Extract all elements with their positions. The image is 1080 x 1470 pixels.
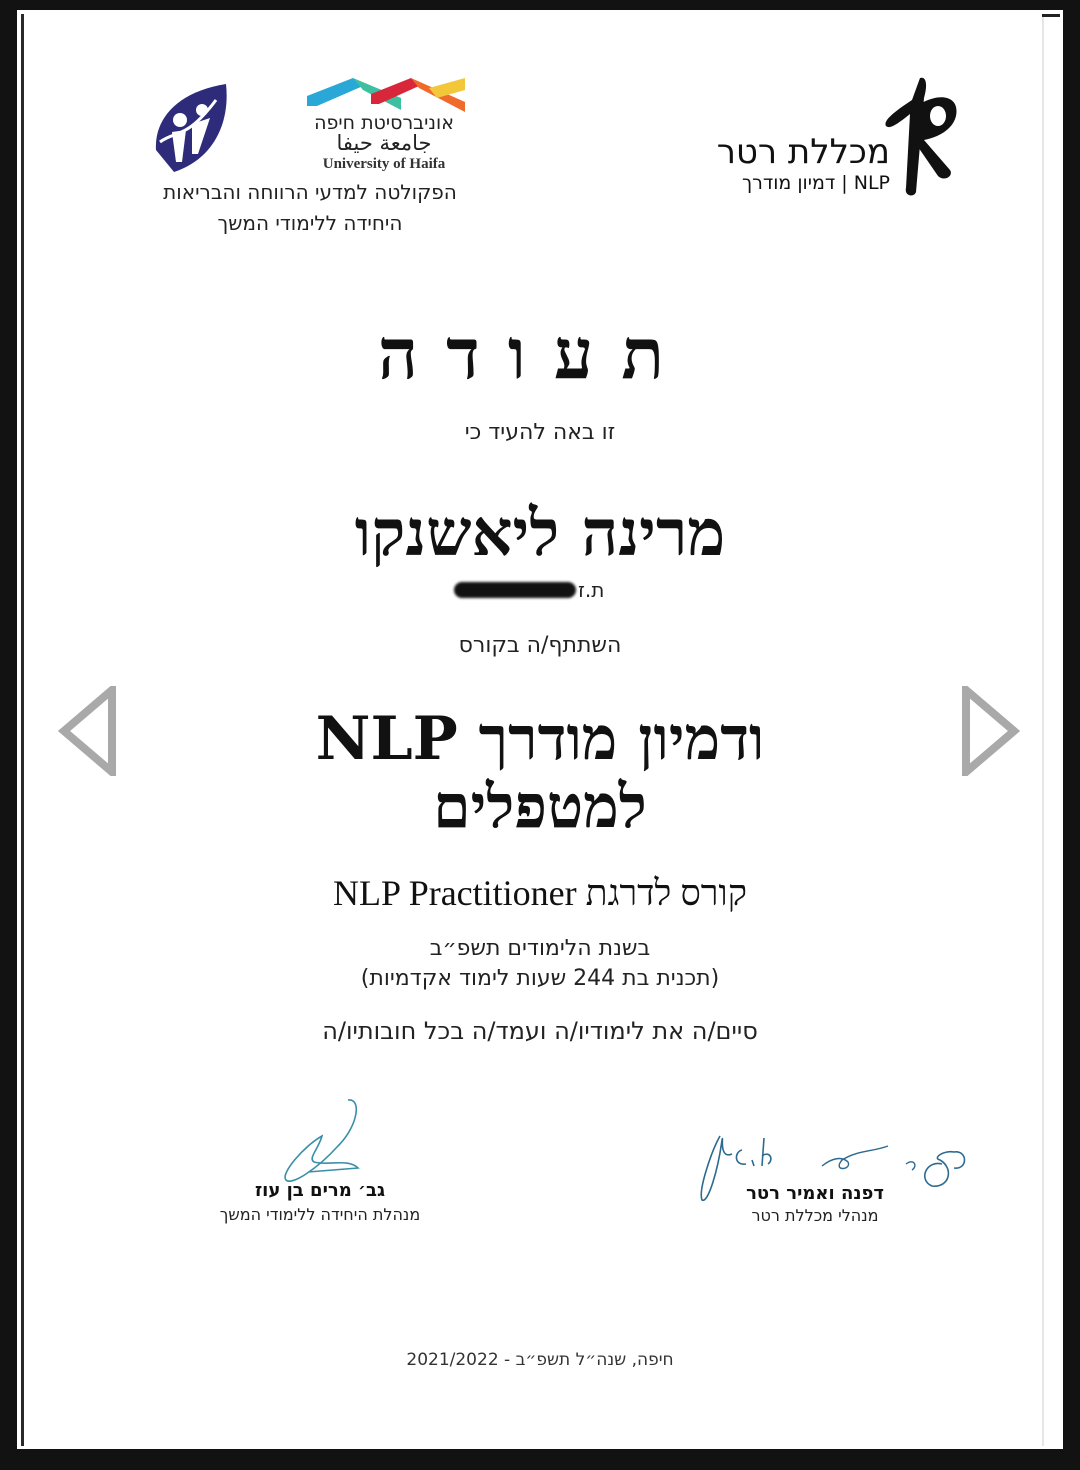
certificate-title: תעודה	[377, 312, 693, 395]
signatory-right-name: דפנה ואמיר רטר	[746, 1183, 884, 1204]
college-subtitle	[700, 172, 890, 194]
program-hours: (תכנית בת 244 שעות לימוד אקדמיות)	[360, 966, 720, 991]
faculty-emblem-icon	[146, 80, 234, 176]
recipient-name: מרינה ליאשנקו	[354, 496, 726, 571]
redacted-id-number	[454, 582, 576, 598]
faculty-name: הפקולטה למדעי הרווחה והבריאות	[163, 180, 457, 204]
scan-edge-left	[21, 14, 24, 1446]
signatory-left-name: גב׳ מרים בן עוז	[254, 1180, 386, 1201]
practitioner-level: קורס לדרגת NLP Practitioner	[333, 873, 747, 913]
place-and-date: חיפה, שנה״ל תשפ״ב - 2021/2022	[406, 1350, 674, 1370]
completion-statement: סיים/ה את לימודיו/ה ועמד/ה בכל חובותיו/ה	[322, 1017, 758, 1045]
reter-college-logo-icon	[880, 74, 960, 198]
intro-text: זו באה להעיד כי	[464, 420, 616, 445]
course-title-line1: NLP ודמיון מודרך	[315, 704, 765, 774]
previous-image-button[interactable]	[58, 686, 118, 776]
triangle-left-icon	[64, 690, 112, 772]
course-title-line2: למטפלים	[433, 772, 647, 842]
university-name-hebrew: אוניברסיטת חיפה	[314, 112, 454, 134]
scan-edge-right	[1042, 14, 1044, 1446]
academic-year: בשנת הלימודים תשפ״ב	[429, 936, 651, 961]
participated-text: השתתף/ה בקורס	[458, 633, 622, 658]
next-image-button[interactable]	[960, 686, 1020, 776]
triangle-right-icon	[966, 690, 1014, 772]
college-name: מכללת רטר	[716, 132, 890, 172]
signatory-right-title: מנהלי מכללת רטר	[751, 1206, 879, 1225]
college-subtitle-text: NLP | דמיון מודרך	[741, 172, 890, 194]
signature-left-icon	[278, 1096, 368, 1188]
university-of-haifa-logo-icon	[305, 76, 467, 116]
faculty-unit: היחידה ללימודי המשך	[217, 211, 403, 235]
scan-edge-mark	[1042, 14, 1060, 17]
signatory-left-title: מנהלת היחידה ללימודי המשך	[219, 1205, 421, 1224]
id-number-row	[340, 576, 740, 606]
id-label: ת.ז	[578, 578, 605, 602]
university-name-english: University of Haifa	[322, 156, 446, 172]
university-name-arabic: جامعة حيفا	[336, 131, 432, 155]
